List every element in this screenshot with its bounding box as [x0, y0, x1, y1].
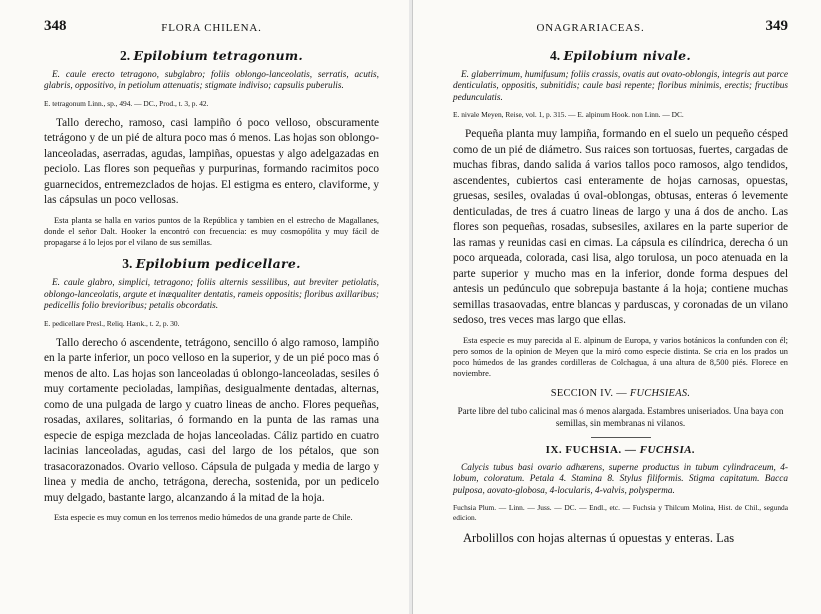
species-heading-nivale	[453, 48, 788, 64]
left-running-title: FLORA CHILENA.	[161, 22, 262, 34]
right-page-number: 349	[765, 18, 788, 34]
species-name: Epilobium tetragonum.	[133, 48, 304, 63]
synonymy: E. tetragonum Linn., sp., 494. — DC., Prod., t. 3, p. 42.	[44, 98, 209, 108]
left-running-header	[44, 20, 379, 42]
species-number: 4.	[549, 48, 561, 63]
genus-diagnosis: Calycis tubus basi ovario adhærens, superne productus in tubum cylindraceum, 4-lobum, coloratum. Petala 4. Stamina 8. Stylus filiformis. Stigma capitatum. Bacca pulposa, aovato-globosa, 4-locularis, 4-valvis, polysperma.	[453, 462, 788, 496]
description: Tallo derecho ó ascendente, tetrágono, sencillo ó algo ramoso, lampiño en la parte inferior, un poco velloso en la superior, y de un pié poco mas ó menos de alto. Las hojas son lanceoladas ú oblongo-lanceoladas, sesiles ó muy cortamente pecioladas, lampiñas, desigualmente dentadas, alternas, como de una pulgada de largo y cuatro lineas de ancho. Flores pequeñas, rosadas, axilares, solitarias, ó formando en la punta de las ramas una especie de espiga mezclada de hojas lanceoladas. Cáliz partido en cuatro lacinias lanceoladas, agudas, casi del largo de los pétalos, que son trasacorazonados. Ovario velloso. Cápsula de pulgada y media de largo y linea y media de ancho, tetrágona, derecha, sostenida, por un pedicelo muy delgado, bastante largo, alcanzando á la mitad de la hoja.	[44, 336, 379, 504]
latin-diagnosis: E. caule erecto tetragono, subglabro; foliis oblongo-lanceolatis, serratis, acutis, glabris, oppositivo, in petiolum attenuatis; stigmate indiviso; capsulis puberulis.	[44, 70, 379, 92]
synonymy: E. pedicellare Presl., Reliq. Hænk., t. 2, p. 30.	[44, 318, 180, 328]
section-description: Parte libre del tubo calicinal mas ó menos alargada. Estambres uniseriados. Una baya con semillas, sin membranas ni vilanos.	[457, 405, 784, 428]
genus-name: FUCHSIA.	[639, 443, 696, 456]
section-name: FUCHSIEAS.	[629, 387, 691, 399]
section-heading	[453, 388, 788, 399]
right-running-title: ONAGRARIACEAS.	[536, 22, 645, 34]
genus-description-start: Arbolillos con hojas alternas ú opuestas y enteras. Las	[463, 531, 735, 546]
species-name: Epilobium pedicellare.	[135, 256, 301, 272]
description: Tallo derecho, ramoso, casi lampiño ó poco velloso, obscuramente tetrágono y de un pié de altura poco mas ó menos. Las hojas son oblongo-lanceoladas, aserradas, agudas, lampiñas, opuestas y algo adelgazadas en peciolo. Las flores son pequeñas y purpurinas, formando racimitos poco guarnecidos, entremezclados de hojas. El estigma es entero, claviforme, y las cápsulas un poco vellosas.	[44, 116, 379, 207]
genus-synonymy: Fuchsia Plum. — Linn. — Juss. — DC. — Endl., etc. — Fuchsia y Thilcum Molina, Hist. de Chil., segunda edicion.	[453, 503, 788, 523]
latin-diagnosis: E. caule glabro, simplici, tetragono; foliis alternis sessilibus, aut breviter petiolatis, oblongo-lanceolatis, argute et inæqualiter dentatis, rameis oppositis; floribus axillaribus; pedicellis folio brevioribus; petalis obcordatis.	[44, 278, 379, 312]
left-page-number: 348	[44, 18, 67, 34]
species-number: 2.	[119, 48, 131, 63]
synonymy: E. nivale Meyen, Reise, vol. 1, p. 315. — E. alpinum Hook. non Linn. — DC.	[453, 110, 684, 120]
genus-heading	[453, 444, 788, 456]
species-name: Epilobium nivale.	[563, 48, 692, 63]
species-heading-tetragonum	[44, 48, 379, 64]
section-label: SECCION IV. —	[550, 387, 627, 399]
species-heading-pedicellare	[44, 256, 379, 272]
right-running-header	[453, 20, 788, 42]
description: Pequeña planta muy lampiña, formando en el suelo un pequeño césped como de un pié de diámetro. Sus raices son tortuosas, fuertes, cargadas de muchas fibras, dando salida á varios tallos poco ramosos, algo tendidos, ascendentes, cubiertos casi enteramente de hojas carnosas, opuestas, gruesas, sesiles, ovaladas ú oval-oblongas, obtusas, enteras ó levemente denticuladas, de tres á cuatro lineas de largo y una á dos de ancho. Las flores son pequeñas, rosadas, subsesiles, axilares en la parte superior de las ramas y reunidas casi en cimas. La cápsula es cilíndrica, derecha ó un poco arqueada, colorada, casi lisa, algo torulosa, un poco atenuada en la parte superior y mucho mas en la inferior, donde forma despues del antesis un pedúnculo que sobrepuja bastante á la hoja; contiene muchas semillas trasaovadas, entre blancas y parduscas, y coronadas de un vilano sedoso, tres veces mas largo que ellas.	[453, 128, 788, 327]
latin-diagnosis: E. glaberrimum, humifusum; foliis crassis, ovatis aut ovato-oblongis, integris aut parce denticulatis, oppositis, subnitidis; caule basi repente; floribus minimis, erectis; fructibus pedunculatis.	[453, 70, 788, 103]
genus-label: IX. FUCHSIA. —	[545, 443, 637, 456]
habitat-note: Esta especie es muy comun en los terrenos medio húmedos de una grande parte de Chile.	[54, 513, 353, 523]
habitat-note: Esta especie es muy parecida al E. alpinum de Europa, y varios botánicos la confunden con él; pero somos de la opinion de Meyen que la miró como especie distinta. Se cria en los prados un poco húmedos de las grandes cordilleras de Colchagua, á una altura de 8,500 piés. Florece en noviembre.	[453, 335, 788, 379]
species-number: 3.	[122, 256, 133, 272]
right-page	[412, 0, 821, 614]
habitat-note: Esta planta se halla en varios puntos de la República y tambien en el estrecho de Magallanes, donde el señor Dalt. Hooker la encontró con frecuencia: es muy cosmopólita y muy fácil de propagarse á lo lejos por el vilano de sus semillas.	[44, 215, 379, 248]
left-page	[0, 0, 410, 614]
divider	[591, 437, 651, 438]
